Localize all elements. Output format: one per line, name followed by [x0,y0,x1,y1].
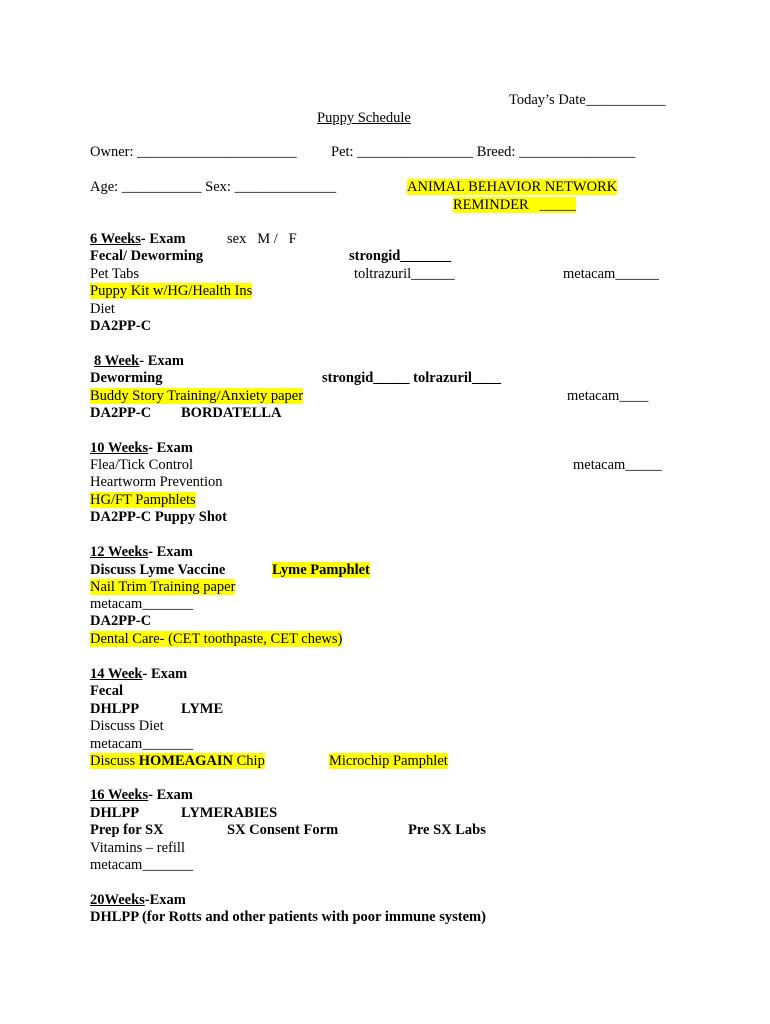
wk10-metacam: metacam_____ [573,457,662,473]
wk14-metacam: metacam_______ [90,736,194,752]
wk12-vaccine: DA2PP-C [90,613,152,629]
wk6-strongid: strongid_______ [349,248,452,264]
wk16-sx-consent: SX Consent Form [227,822,339,838]
pet-breed-field: Pet: ________________ Breed: ________________ [331,144,636,160]
wk6-puppy-kit: Puppy Kit w/HG/Health Ins [90,283,253,299]
sex-selector: sex M / F [227,231,297,247]
abn-reminder-line2: REMINDER _____ [453,197,576,213]
wk6-metacam: metacam______ [563,266,659,282]
wk6-vaccine: DA2PP-C [90,318,152,334]
wk16-metacam: metacam_______ [90,857,194,873]
wk8-buddy-story: Buddy Story Training/Anxiety paper [90,388,304,404]
section-6-weeks-heading: 6 Weeks- Exam [90,231,186,247]
wk8-bordatella: BORDATELLA [181,405,282,421]
wk8-metacam: metacam____ [567,388,649,404]
wk16-dhlpp: DHLPP [90,805,140,821]
section-16-weeks-heading: 16 Weeks- Exam [90,787,193,803]
todays-date-field: Today’s Date___________ [509,92,666,108]
wk10-pamphlets: HG/FT Pamphlets [90,492,196,508]
section-10-weeks-heading: 10 Weeks- Exam [90,440,193,456]
wk14-dhlpp: DHLPP [90,701,140,717]
wk16-prep-sx: Prep for SX [90,822,164,838]
wk6-pet-tabs: Pet Tabs [90,266,140,282]
wk14-microchip-pamphlet: Microchip Pamphlet [329,753,448,769]
wk6-toltrazuril: toltrazuril______ [354,266,455,282]
age-sex-field: Age: ___________ Sex: ______________ [90,179,337,195]
owner-field: Owner: ______________________ [90,144,297,160]
wk16-pre-sx-labs: Pre SX Labs [408,822,486,838]
wk16-vitamins: Vitamins – refill [90,840,185,856]
wk16-lymerabies: LYMERABIES [181,805,278,821]
section-20-weeks-heading: 20Weeks-Exam [90,892,186,908]
page-title: Puppy Schedule [317,110,411,126]
section-12-weeks-heading: 12 Weeks- Exam [90,544,193,560]
wk12-dental-care: Dental Care- (CET toothpaste, CET chews) [90,631,343,647]
wk8-deworming: Deworming [90,370,163,386]
wk6-diet: Diet [90,301,115,317]
wk10-vaccine: DA2PP-C Puppy Shot [90,509,227,525]
wk8-vaccine: DA2PP-C [90,405,152,421]
section-8-week-heading: 8 Week- Exam [94,353,184,369]
wk6-fecal-deworming: Fecal/ Deworming [90,248,204,264]
wk10-heartworm: Heartworm Prevention [90,474,223,490]
wk14-fecal: Fecal [90,683,124,699]
wk12-nail-trim: Nail Trim Training paper [90,579,236,595]
section-14-week-heading: 14 Week- Exam [90,666,188,682]
wk14-lyme: LYME [181,701,224,717]
wk20-dhlpp: DHLPP (for Rotts and other patients with poor immune system) [90,909,486,925]
abn-reminder-line1: ANIMAL BEHAVIOR NETWORK [407,179,618,195]
wk12-discuss-lyme: Discuss Lyme Vaccine [90,562,226,578]
wk12-metacam: metacam_______ [90,596,194,612]
wk14-discuss-diet: Discuss Diet [90,718,164,734]
wk14-homeagain-chip: Discuss HOMEAGAIN Chip [90,753,265,769]
wk8-strongid-tolrazuril: strongid_____ tolrazuril____ [322,370,501,386]
wk12-lyme-pamphlet: Lyme Pamphlet [272,562,370,578]
wk10-flea-tick: Flea/Tick Control [90,457,193,473]
